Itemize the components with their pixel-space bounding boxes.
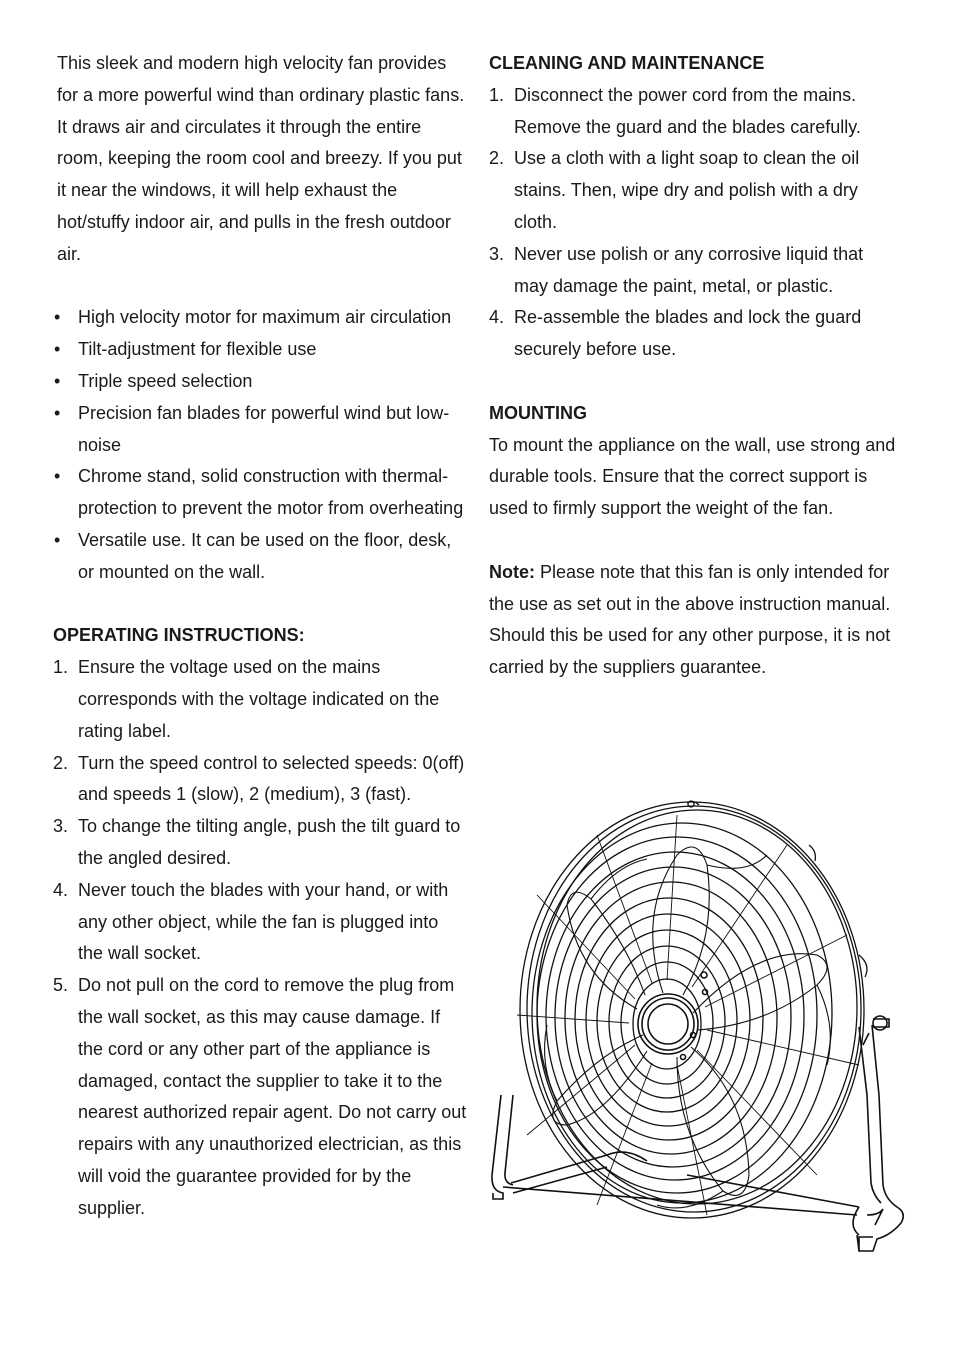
cleaning-step — [489, 239, 901, 303]
cleaning-heading: CLEANING AND MAINTENANCE — [489, 53, 765, 73]
operating-step — [53, 748, 467, 812]
feature-item: • Precision fan blades for powerful wind but low-noise — [57, 398, 467, 462]
operating-step — [53, 811, 467, 875]
step-text: Re-assemble the blades and lock the guard securely before use. — [514, 307, 862, 360]
feature-item: • Triple speed selection — [57, 366, 467, 398]
step-number: 3. — [489, 243, 505, 264]
step-number: 4. — [53, 879, 69, 900]
step-text: To change the tilting angle, push the tilt guard to the angled desired. — [78, 816, 461, 868]
step-number: 5. — [53, 975, 69, 996]
feature-item: • Tilt-adjustment for flexible use — [57, 334, 467, 366]
step-number: 1. — [53, 657, 69, 678]
mounting-heading: MOUNTING — [489, 402, 587, 423]
spacer — [57, 271, 467, 303]
spacer — [489, 366, 901, 398]
feature-item: • High velocity motor for maximum air circulation — [57, 302, 467, 334]
step-number: 1. — [489, 84, 505, 105]
step-text: Never use polish or any corrosive liquid that may damage the paint, metal, or plastic. — [514, 243, 864, 296]
spacer — [57, 589, 467, 621]
step-number: 2. — [53, 752, 69, 773]
spacer — [489, 525, 901, 557]
operating-step — [53, 652, 467, 747]
feature-item: • Versatile use. It can be used on the floor, desk, or mounted on the wall. — [57, 525, 467, 589]
feature-item: • Chrome stand, solid construction with thermal-protection to prevent the motor from overheating — [57, 461, 467, 525]
operating-heading: OPERATING INSTRUCTIONS: — [53, 625, 305, 646]
operating-step — [53, 875, 467, 970]
mounting-text: To mount the appliance on the wall, use strong and durable tools. Ensure that the correct support is used to firmly support the weight of the fan. — [489, 434, 896, 519]
note-text: Please note that this fan is only intended for the use as set out in the above instruction manual. Should this be used for any other purpose, it is not carried by the suppliers guarantee. — [489, 561, 891, 678]
step-number: 4. — [489, 307, 505, 328]
cleaning-step — [489, 143, 901, 238]
operating-step — [53, 970, 467, 1224]
step-number: 2. — [489, 148, 505, 169]
fan-illustration — [487, 795, 915, 1260]
cleaning-step — [489, 302, 901, 366]
step-text: Use a cloth with a light soap to clean the oil stains. Then, wipe dry and polish with a dry cloth. — [514, 148, 860, 232]
step-text: Ensure the voltage used on the mains corresponds with the voltage indicated on the rating label. — [78, 657, 440, 741]
left-column — [53, 48, 467, 1224]
cleaning-step — [489, 80, 901, 144]
feature-list — [57, 302, 467, 588]
intro-paragraph: This sleek and modern high velocity fan provides for a more powerful wind than ordinary plastic fans. It draws air and circulates it through the entire room, keeping the room cool and breezy. If you put it near the windows, it will help exhaust the hot/stuffy indoor air, and pulls in the fresh outdoor air. — [57, 53, 465, 264]
step-number: 3. — [53, 816, 69, 837]
step-text: Turn the speed control to selected speeds: 0(off) and speeds 1 (slow), 2 (medium), 3 (fast). — [78, 752, 465, 805]
cleaning-steps — [489, 80, 901, 366]
note-label: Note: — [489, 561, 535, 582]
step-text: Disconnect the power cord from the mains. Remove the guard and the blades carefully. — [514, 84, 861, 137]
step-text: Never touch the blades with your hand, or with any other object, while the fan is plugged into the wall socket. — [78, 879, 449, 964]
note-paragraph — [489, 557, 901, 684]
step-text: Do not pull on the cord to remove the plug from the wall socket, as this may cause damage. If the cord or any other part of the appliance is damaged, contact the supplier to take it to the nearest authorized repair agent. Do not carry out repairs with any unauthorized electrician, as this will void the guarantee provided for by the supplier. — [78, 975, 467, 1218]
operating-steps — [53, 652, 467, 1224]
right-column — [489, 48, 901, 684]
